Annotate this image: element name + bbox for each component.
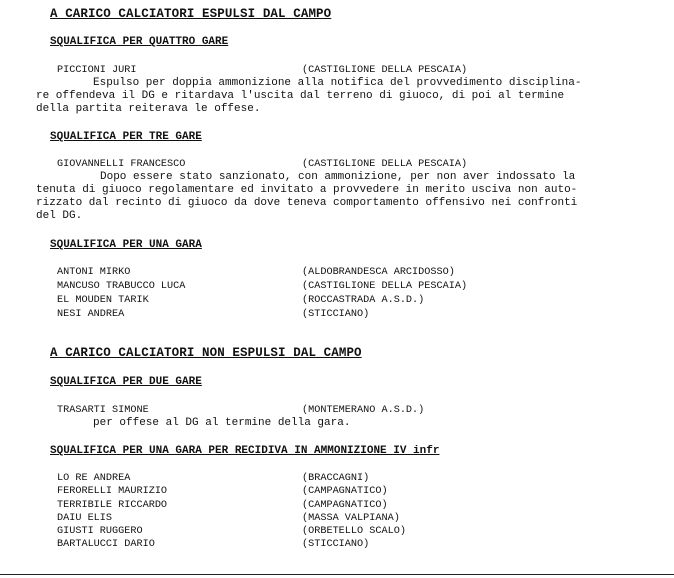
- description-line: del DG.: [36, 210, 83, 218]
- player-name: GIUSTI RUGGERO: [57, 526, 143, 537]
- player-name: TERRIBILE RICCARDO: [57, 500, 168, 511]
- description-line: tenuta di giuoco regolamentare ed invitato a provvedere in merito usciva non auto-: [36, 184, 578, 196]
- player-club: (BRACCAGNI): [302, 473, 370, 484]
- description-line: Dopo essere stato sanzionato, con ammonizione, per non aver indossato la: [100, 171, 576, 183]
- player-name: LO RE ANDREA: [57, 473, 131, 484]
- player-club: (ROCCASTRADA A.S.D.): [302, 295, 425, 306]
- player-name: EL MOUDEN TARIK: [57, 295, 149, 306]
- description-line: rizzato dal recinto di giuoco da dove teneva comportamento offensivo nei confronti: [36, 197, 578, 209]
- subsection-title: SQUALIFICA PER QUATTRO GARE: [50, 36, 229, 48]
- player-club: (ALDOBRANDESCA ARCIDOSSO): [302, 267, 455, 278]
- subsection-title: SQUALIFICA PER DUE GARE: [50, 376, 202, 388]
- section-title: A CARICO CALCIATORI ESPULSI DAL CAMPO: [50, 7, 332, 21]
- player-club: (STICCIANO): [302, 309, 370, 320]
- player-name: MANCUSO TRABUCCO LUCA: [57, 281, 186, 292]
- player-club: (STICCIANO): [302, 539, 370, 550]
- player-name: PICCIONI JURI: [57, 65, 137, 76]
- player-club: (CASTIGLIONE DELLA PESCAIA): [302, 281, 468, 292]
- player-club: (CAMPAGNATICO): [302, 500, 388, 511]
- subsection-title: SQUALIFICA PER TRE GARE: [50, 131, 202, 143]
- player-name: GIOVANNELLI FRANCESCO: [57, 159, 186, 170]
- section-title: A CARICO CALCIATORI NON ESPULSI DAL CAMPO: [50, 346, 362, 360]
- player-club: (CASTIGLIONE DELLA PESCAIA): [302, 65, 468, 76]
- description-line: Espulso per doppia ammonizione alla notifica del provvedimento disciplina-: [93, 77, 582, 89]
- description-line: della partita reiterava le offese.: [36, 103, 261, 115]
- description-line: per offese al DG al termine della gara.: [93, 417, 351, 429]
- player-club: (ORBETELLO SCALO): [302, 526, 406, 537]
- description-line: re offendeva il DG e ritardava l'uscita dal terreno di giuoco, di poi al termine: [36, 90, 565, 102]
- page-bottom-rule: [0, 574, 674, 575]
- player-name: FERORELLI MAURIZIO: [57, 486, 168, 497]
- player-club: (MASSA VALPIANA): [302, 513, 400, 524]
- player-name: BARTALUCCI DARIO: [57, 539, 155, 550]
- player-club: (CASTIGLIONE DELLA PESCAIA): [302, 159, 468, 170]
- subsection-title: SQUALIFICA PER UNA GARA PER RECIDIVA IN AMMONIZIONE IV infr: [50, 445, 440, 457]
- player-name: NESI ANDREA: [57, 309, 125, 320]
- subsection-title: SQUALIFICA PER UNA GARA: [50, 239, 202, 251]
- player-name: DAIU ELIS: [57, 513, 113, 524]
- player-club: (MONTEMERANO A.S.D.): [302, 405, 425, 416]
- player-name: ANTONI MIRKO: [57, 267, 131, 278]
- player-club: (CAMPAGNATICO): [302, 486, 388, 497]
- player-name: TRASARTI SIMONE: [57, 405, 149, 416]
